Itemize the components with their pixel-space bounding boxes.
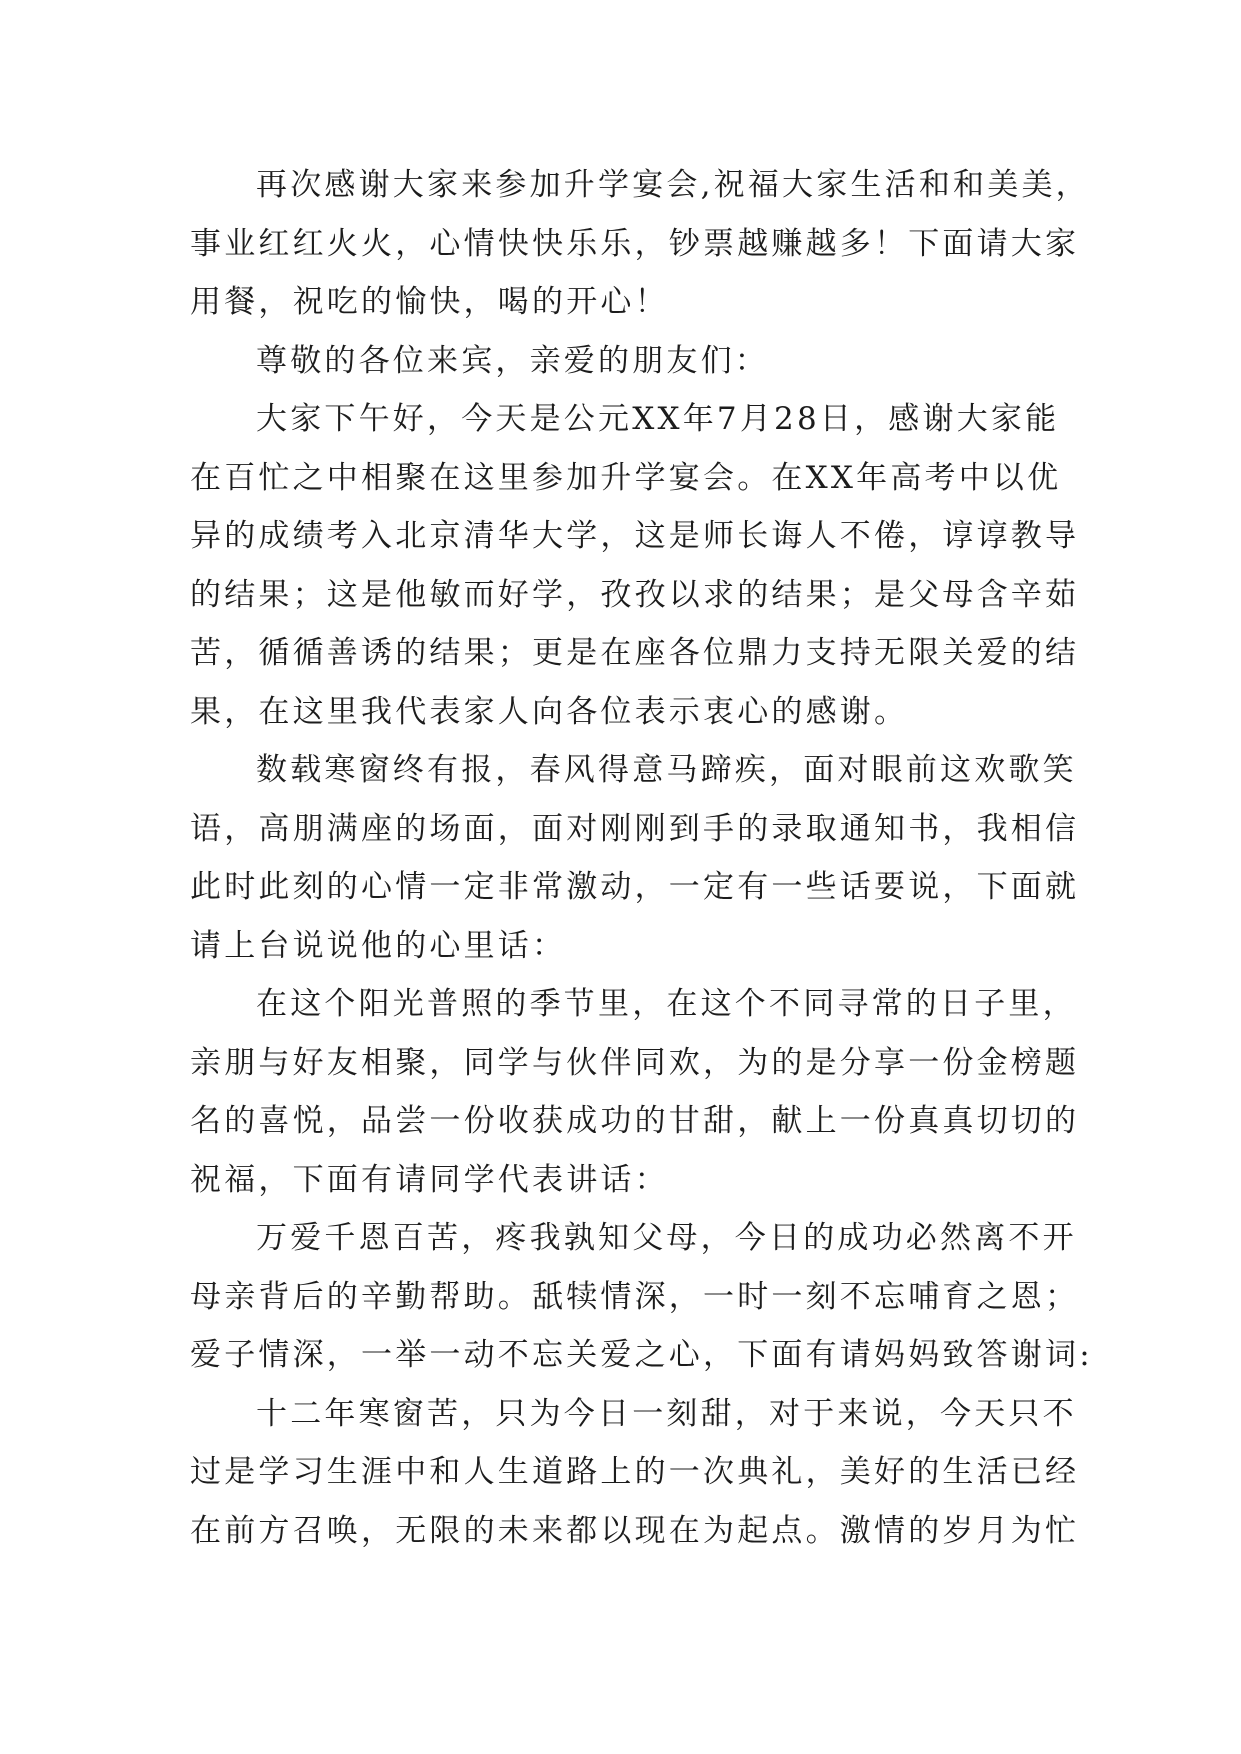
text-line: 事业红红火火，心情快快乐乐，钞票越赚越多！下面请大家 [190, 225, 1080, 262]
text-line: 的结果；这是他敏而好学，孜孜以求的结果；是父母含辛茹 [190, 576, 1080, 613]
text-line: 数载寒窗终有报，春风得意马蹄疾，面对眼前这欢歌笑 [256, 752, 1077, 788]
paragraph-salutation [190, 332, 1070, 391]
text-line: 再次感谢大家来参加升学宴会,祝福大家生活和和美美， [256, 167, 1090, 203]
text-line: 大家下午好，今天是公元XX年7月28日，感谢大家能 [256, 401, 1060, 437]
text-line: 过是学习生涯中和人生道路上的一次典礼，美好的生活已经 [190, 1454, 1080, 1490]
text-line: 尊敬的各位来宾，亲爱的朋友们： [256, 342, 769, 379]
paragraph-mother-intro [190, 1209, 1093, 1385]
text-line: 名的喜悦，品尝一份收获成功的甘甜，献上一份真真切切的 [190, 1103, 1080, 1139]
text-line: 苦，循循善诱的结果；更是在座各位鼎力支持无限关爱的结 [190, 635, 1080, 671]
text-line: 十二年寒窗苦，只为今日一刻甜，对于来说，今天只不 [256, 1395, 1077, 1432]
paragraph-student-intro [190, 741, 1080, 975]
text-line: 爱子情深，一举一动不忘关爱之心，下面有请妈妈致答谢词: [190, 1337, 1093, 1373]
text-line: 祝福，下面有请同学代表讲话： [190, 1161, 669, 1198]
paragraph-ceremony [190, 1385, 1080, 1561]
text-line: 亲朋与好友相聚，同学与伙伴同欢，为的是分享一份金榜题 [190, 1044, 1080, 1081]
text-line: 在前方召唤，无限的未来都以现在为起点。激情的岁月为忙 [190, 1512, 1080, 1549]
text-line: 母亲背后的辛勤帮助。舐犊情深，一时一刻不忘哺育之恩； [190, 1278, 1080, 1315]
text-line: 果，在这里我代表家人向各位表示衷心的感谢。 [190, 693, 909, 730]
paragraph-closing-thanks [190, 156, 1090, 332]
text-line: 语，高朋满座的场面，面对刚刚到手的录取通知书，我相信 [190, 810, 1080, 847]
paragraph-classmate-intro [190, 975, 1080, 1209]
text-line: 请上台说说他的心里话： [190, 927, 567, 964]
text-line: 此时此刻的心情一定非常激动，一定有一些话要说，下面就 [190, 869, 1080, 905]
text-line: 万爱千恩百苦，疼我孰知父母，今日的成功必然离不开 [256, 1220, 1077, 1256]
text-line: 在这个阳光普照的季节里，在这个不同寻常的日子里， [256, 986, 1077, 1022]
text-line: 异的成绩考入北京清华大学，这是师长诲人不倦，谆谆教导 [190, 518, 1080, 554]
text-line: 在百忙之中相聚在这里参加升学宴会。在XX年高考中以优 [190, 459, 1062, 496]
paragraph-greeting [190, 390, 1080, 741]
text-line: 用餐，祝吃的愉快，喝的开心！ [190, 284, 669, 320]
document-body [190, 156, 1093, 1560]
